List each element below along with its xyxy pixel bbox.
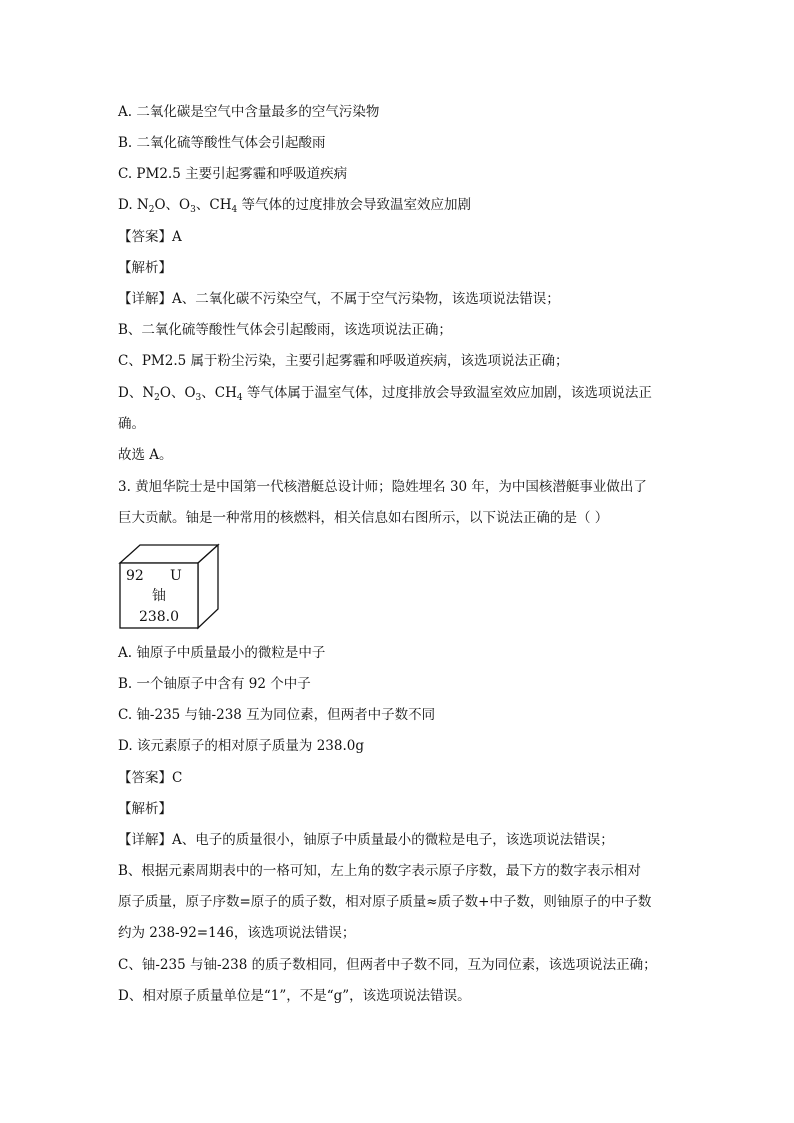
q3-option-d: D. 该元素原子的相对原子质量为 238.0g xyxy=(118,738,365,754)
q2-analysis-heading: 【解析】 xyxy=(118,260,172,276)
q2-option-b: B. 二氧化硫等酸性气体会引起酸雨 xyxy=(118,135,326,151)
q2-option-c: C. PM2.5 主要引起雾霾和呼吸道疾病 xyxy=(118,166,348,182)
q2-detail-d: D、$N_2O$、$O_3$、$CH_4$ 等气体属于温室气体，过度排放会导致温室效应加剧，该选项说法正 xyxy=(118,385,652,403)
element-atomic-number: 92 xyxy=(126,568,144,584)
q2-conclusion: 故选 A。 xyxy=(118,447,173,463)
q3-option-a: A. 铀原子中质量最小的微粒是中子 xyxy=(118,645,326,661)
q3-analysis-heading: 【解析】 xyxy=(118,801,172,817)
q3-answer: 【答案】C xyxy=(118,770,183,786)
q2-detail-b: B、二氧化硫等酸性气体会引起酸雨，该选项说法正确； xyxy=(118,322,452,338)
q3-detail-c: C、铀-235 与铀-238 的质子数相同，但两者中子数不同，互为同位素，该选项说法正确； xyxy=(118,957,657,973)
q3-option-c: C. 铀-235 与铀-238 互为同位素，但两者中子数不同 xyxy=(118,707,436,723)
element-atomic-mass: 238.0 xyxy=(138,609,180,625)
element-name: 铀 xyxy=(152,588,166,604)
q2-detail-a: 【详解】A、二氧化碳不污染空气，不属于空气污染物，该选项说法错误； xyxy=(118,291,560,307)
q3-option-b: B. 一个铀原子中含有 92 个中子 xyxy=(118,676,311,692)
q3-stem-line2: 巨大贡献。铀是一种常用的核燃料，相关信息如右图所示，以下说法正确的是（ ） xyxy=(118,510,609,526)
q2-option-a: A. 二氧化碳是空气中含量最多的空气污染物 xyxy=(118,104,380,120)
q2-detail-c: C、PM2.5 属于粉尘污染，主要引起雾霾和呼吸道疾病，该选项说法正确； xyxy=(118,353,569,369)
q3-detail-b-line3: 约为 238-92=146，该选项说法错误； xyxy=(118,925,356,941)
q3-detail-b-line1: B、根据元素周期表中的一格可知，左上角的数字表示原子序数，最下方的数字表示相对 xyxy=(118,863,641,879)
element-cell-figure xyxy=(117,543,221,631)
q2-answer: 【答案】A xyxy=(118,229,182,245)
q3-detail-d: D、相对原子质量单位是“1”，不是“g”，该选项说法错误。 xyxy=(118,988,471,1004)
q2-option-d: D. $N_2O$、$O_3$、$CH_4$ 等气体的过度排放会导致温室效应加剧 xyxy=(118,197,471,215)
q3-stem-line1: 3. 黄旭华院士是中国第一代核潜艇总设计师；隐姓埋名 30 年，为中国核潜艇事业做出了 xyxy=(118,479,647,495)
q3-detail-a: 【详解】A、电子的质量很小，铀原子中质量最小的微粒是电子，该选项说法错误； xyxy=(118,832,614,848)
element-symbol: U xyxy=(170,568,182,584)
q2-detail-d-continued: 确。 xyxy=(118,416,145,432)
q3-detail-b-line2: 原子质量，原子序数=原子的质子数，相对原子质量≈质子数+中子数，则铀原子的中子数 xyxy=(118,894,652,910)
